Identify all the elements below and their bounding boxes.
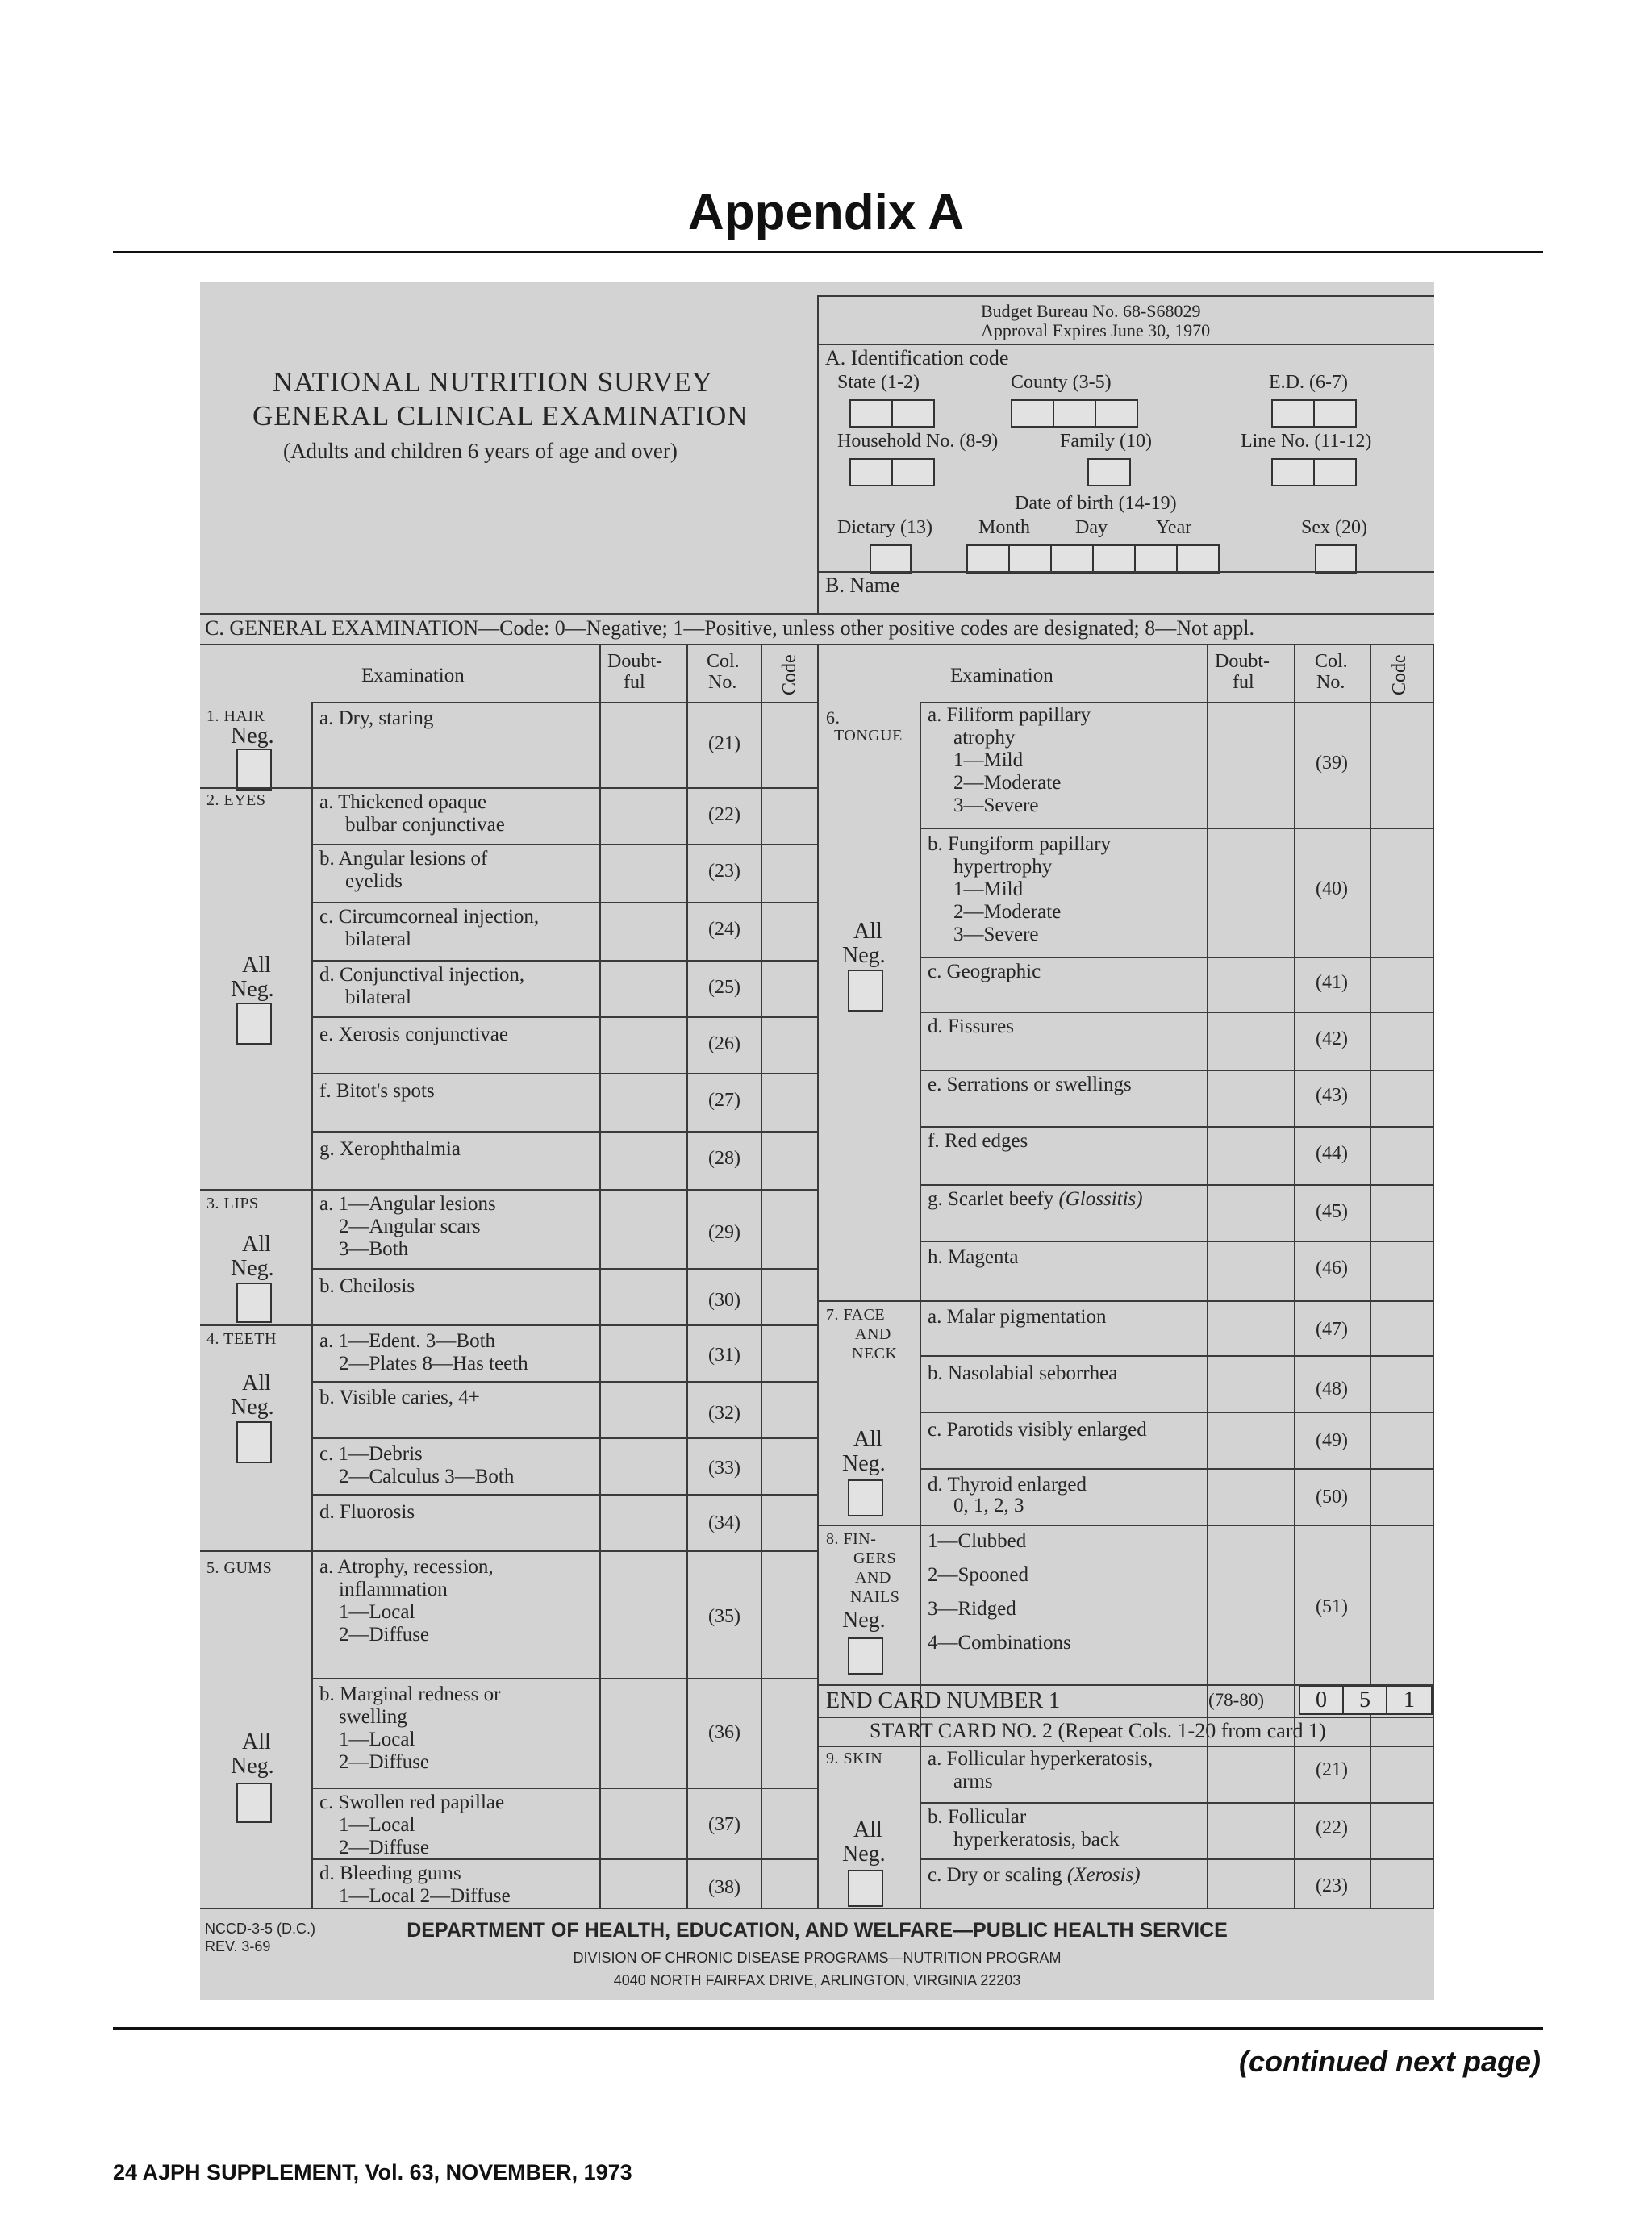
gums-neg-checkbox[interactable] <box>236 1783 272 1823</box>
end-card-digit-2[interactable]: 5 <box>1342 1686 1387 1715</box>
nails-neg: Neg. <box>842 1608 886 1633</box>
skin-c-italic: (Xerosis) <box>1066 1864 1141 1886</box>
eyes-f: f. Bitot's spots <box>319 1080 435 1102</box>
skin-c <box>928 1865 1141 1886</box>
skin-b-2: hyperkeratosis, back <box>953 1829 1120 1850</box>
page-title: Appendix A <box>687 185 965 240</box>
tongue-b-5: 3—Severe <box>953 924 1039 945</box>
col-25: (25) <box>708 977 740 998</box>
col-49: (49) <box>1316 1430 1348 1451</box>
hair-neg: Neg. <box>231 724 274 749</box>
nails-label-3: AND <box>855 1569 891 1587</box>
col-36: (36) <box>708 1722 740 1743</box>
clinical-exam-form <box>200 282 1434 2000</box>
right-col-header-2: No. <box>1316 672 1345 693</box>
ed-field-2[interactable] <box>1313 399 1357 428</box>
face-b: b. Nasolabial seborrhea <box>928 1362 1118 1384</box>
col-35: (35) <box>708 1606 740 1627</box>
sex-field[interactable] <box>1315 544 1357 574</box>
name-label: B. Name <box>825 574 900 597</box>
lips-neg-checkbox[interactable] <box>236 1283 272 1323</box>
eyes-c-2: bilateral <box>345 928 411 950</box>
col-29: (29) <box>708 1222 740 1243</box>
eyes-a-2: bulbar conjunctivae <box>345 814 505 836</box>
col-51: (51) <box>1316 1596 1348 1617</box>
ed-label: E.D. (6-7) <box>1269 372 1348 393</box>
teeth-c: c. 1—Debris <box>319 1443 423 1465</box>
tongue-a-4: 2—Moderate <box>953 772 1062 794</box>
left-col-header-2: No. <box>708 672 737 693</box>
form-scope: (Adults and children 6 years of age and over) <box>283 439 678 463</box>
division-address: 4040 NORTH FAIRFAX DRIVE, ARLINGTON, VIRGINIA 22203 <box>613 1972 1021 1988</box>
dob-field-2[interactable] <box>1008 544 1052 574</box>
dob-field-6[interactable] <box>1176 544 1220 574</box>
tongue-b: b. Fungiform papillary <box>928 833 1112 855</box>
face-d-2: 0, 1, 2, 3 <box>953 1495 1024 1516</box>
face-neg-checkbox[interactable] <box>848 1479 883 1516</box>
eyes-e: e. Xerosis conjunctivae <box>319 1024 508 1045</box>
col-41: (41) <box>1316 972 1348 993</box>
tongue-g-text: g. Scarlet beefy <box>928 1188 1059 1210</box>
col-40: (40) <box>1316 878 1348 899</box>
day-label: Day <box>1075 517 1108 538</box>
tongue-neg-checkbox[interactable] <box>848 970 883 1012</box>
dob-field-1[interactable] <box>966 544 1010 574</box>
tongue-f: f. Red edges <box>928 1130 1028 1152</box>
ed-field[interactable] <box>1271 399 1315 428</box>
face-d: d. Thyroid enlarged <box>928 1474 1087 1496</box>
face-c: c. Parotids visibly enlarged <box>928 1419 1147 1441</box>
year-label: Year <box>1156 517 1192 538</box>
col-46: (46) <box>1316 1258 1348 1279</box>
col-24: (24) <box>708 919 740 940</box>
division-name: DIVISION OF CHRONIC DISEASE PROGRAMS—NUTRITION PROGRAM <box>573 1950 1062 1966</box>
col-45: (45) <box>1316 1201 1348 1222</box>
gums-c-3: 2—Diffuse <box>339 1837 430 1858</box>
col-22: (22) <box>708 804 740 825</box>
col-skin-21: (21) <box>1316 1759 1348 1780</box>
col-43: (43) <box>1316 1085 1348 1106</box>
eyes-label: 2. EYES <box>206 791 266 809</box>
county-field-3[interactable] <box>1095 399 1138 428</box>
right-doubtful-header-2: ful <box>1233 672 1254 693</box>
gums-neg: Neg. <box>231 1754 274 1779</box>
lips-a-2: 2—Angular scars <box>339 1216 481 1237</box>
month-label: Month <box>978 517 1031 538</box>
right-col-header: Col. <box>1315 651 1348 672</box>
tongue-neg: Neg. <box>842 943 886 968</box>
skin-c-text: c. Dry or scaling <box>928 1864 1067 1886</box>
county-field-2[interactable] <box>1053 399 1096 428</box>
lips-b: b. Cheilosis <box>319 1275 415 1297</box>
col-38: (38) <box>708 1877 740 1898</box>
tongue-e: e. Serrations or swellings <box>928 1074 1132 1095</box>
dob-field-5[interactable] <box>1134 544 1178 574</box>
lips-neg: Neg. <box>231 1256 274 1281</box>
nails-3: 3—Ridged <box>928 1598 1016 1620</box>
lips-label: 3. LIPS <box>206 1195 259 1212</box>
teeth-label: 4. TEETH <box>206 1330 277 1348</box>
line-no-field[interactable] <box>1271 458 1315 486</box>
lips-a: a. 1—Angular lesions <box>319 1193 496 1215</box>
tongue-d: d. Fissures <box>928 1016 1014 1037</box>
face-label-2: AND <box>855 1325 891 1343</box>
end-card-cols: (78-80) <box>1208 1690 1264 1710</box>
nails-label-4: NAILS <box>850 1588 900 1606</box>
col-31: (31) <box>708 1345 740 1366</box>
gums-a-4: 2—Diffuse <box>339 1624 430 1646</box>
col-32: (32) <box>708 1403 740 1424</box>
state-label: State (1-2) <box>837 372 920 393</box>
tongue-b-4: 2—Moderate <box>953 901 1062 923</box>
face-all: All <box>853 1427 882 1452</box>
dietary-field[interactable] <box>870 544 912 574</box>
nails-2: 2—Spooned <box>928 1564 1028 1586</box>
right-exam-header: Examination <box>950 665 1053 686</box>
left-exam-header: Examination <box>361 665 465 686</box>
skin-label: 9. SKIN <box>826 1750 883 1767</box>
col-27: (27) <box>708 1090 740 1111</box>
dob-label: Date of birth (14-19) <box>1015 493 1177 514</box>
tongue-number: 6. <box>826 707 841 728</box>
col-30: (30) <box>708 1290 740 1311</box>
state-field-2[interactable] <box>891 399 935 428</box>
county-label: County (3-5) <box>1011 372 1112 393</box>
tongue-g-italic: (Glossitis) <box>1058 1188 1143 1210</box>
eyes-b: b. Angular lesions of <box>319 848 488 870</box>
tongue-b-2: hypertrophy <box>953 856 1053 878</box>
budget-bureau: Budget Bureau No. 68-S68029 <box>981 301 1201 321</box>
form-subtitle: GENERAL CLINICAL EXAMINATION <box>252 400 749 432</box>
skin-all: All <box>853 1817 882 1842</box>
gums-c: c. Swollen red papillae <box>319 1792 505 1813</box>
gums-a-3: 1—Local <box>339 1601 415 1623</box>
col-skin-22: (22) <box>1316 1817 1348 1838</box>
sex-label: Sex (20) <box>1301 517 1367 538</box>
nails-label-2: GERS <box>853 1550 897 1567</box>
dietary-label: Dietary (13) <box>837 517 932 538</box>
state-field[interactable] <box>849 399 893 428</box>
identification-code-label: A. Identification code <box>825 346 1009 369</box>
eyes-d: d. Conjunctival injection, <box>319 964 525 986</box>
tongue-a-2: atrophy <box>953 727 1016 749</box>
left-doubtful-header-2: ful <box>624 672 645 693</box>
end-card-digit-3[interactable]: 1 <box>1386 1686 1433 1715</box>
end-card-label: END CARD NUMBER 1 <box>826 1688 1061 1713</box>
tongue-b-3: 1—Mild <box>953 878 1024 900</box>
tongue-h: h. Magenta <box>928 1246 1019 1268</box>
tongue-c: c. Geographic <box>928 961 1041 982</box>
eyes-neg: Neg. <box>231 977 274 1002</box>
teeth-a: a. 1—Edent. 3—Both <box>319 1330 496 1352</box>
form-title: NATIONAL NUTRITION SURVEY <box>273 366 713 398</box>
page-footer: 24 AJPH SUPPLEMENT, Vol. 63, NOVEMBER, 1973 <box>113 2160 632 2184</box>
gums-b-4: 2—Diffuse <box>339 1751 430 1773</box>
eyes-c: c. Circumcorneal injection, <box>319 906 540 928</box>
nails-label: 8. FIN- <box>826 1530 877 1548</box>
eyes-g: g. Xerophthalmia <box>319 1138 461 1160</box>
col-48: (48) <box>1316 1379 1348 1400</box>
gums-a-2: inflammation <box>339 1579 448 1600</box>
left-code-header: Code <box>779 654 800 695</box>
eyes-neg-checkbox[interactable] <box>236 1003 272 1045</box>
family-label: Family (10) <box>1060 431 1152 452</box>
end-card-digit-1[interactable]: 0 <box>1299 1686 1344 1715</box>
eyes-all: All <box>242 953 271 978</box>
department-name: DEPARTMENT OF HEALTH, EDUCATION, AND WELFARE—PUBLIC HEALTH SERVICE <box>407 1919 1228 1942</box>
col-34: (34) <box>708 1512 740 1533</box>
county-field[interactable] <box>1011 399 1054 428</box>
household-label: Household No. (8-9) <box>837 431 999 452</box>
dob-field-4[interactable] <box>1092 544 1136 574</box>
col-33: (33) <box>708 1458 740 1479</box>
eyes-d-2: bilateral <box>345 987 411 1008</box>
skin-neg: Neg. <box>842 1842 886 1867</box>
col-skin-23: (23) <box>1316 1875 1348 1896</box>
line-no-field-2[interactable] <box>1313 458 1357 486</box>
household-field-2[interactable] <box>891 458 935 486</box>
col-37: (37) <box>708 1814 740 1835</box>
gums-a: a. Atrophy, recession, <box>319 1556 494 1578</box>
gums-d-2: 1—Local 2—Diffuse <box>339 1885 511 1907</box>
face-neg: Neg. <box>842 1451 886 1476</box>
general-exam-heading: C. GENERAL EXAMINATION—Code: 0—Negative; 1—Positive, unless other positive codes are designated; 8—Not appl. <box>205 616 1254 640</box>
form-number: NCCD-3-5 (D.C.) <box>205 1921 315 1937</box>
face-label: 7. FACE <box>826 1306 886 1324</box>
tongue-a-3: 1—Mild <box>953 749 1024 771</box>
gums-b: b. Marginal redness or <box>319 1683 501 1705</box>
hair-a: a. Dry, staring <box>319 707 434 729</box>
col-23: (23) <box>708 861 740 882</box>
lips-all: All <box>242 1232 271 1257</box>
teeth-b: b. Visible caries, 4+ <box>319 1387 480 1408</box>
col-39: (39) <box>1316 753 1348 774</box>
dob-field-3[interactable] <box>1050 544 1094 574</box>
household-field[interactable] <box>849 458 893 486</box>
left-doubtful-header: Doubt- <box>607 651 662 672</box>
start-card-label: START CARD NO. 2 (Repeat Cols. 1-20 from card 1) <box>870 1719 1326 1742</box>
col-42: (42) <box>1316 1028 1348 1049</box>
col-47: (47) <box>1316 1319 1348 1340</box>
col-50: (50) <box>1316 1487 1348 1508</box>
teeth-neg-checkbox[interactable] <box>236 1421 272 1463</box>
bottom-rule <box>113 2027 1543 2030</box>
tongue-g <box>928 1189 1143 1210</box>
form-revision: REV. 3-69 <box>205 1938 271 1954</box>
hair-label: 1. HAIR <box>206 707 265 725</box>
gums-c-2: 1—Local <box>339 1814 415 1836</box>
left-col-header: Col. <box>707 651 740 672</box>
right-doubtful-header: Doubt- <box>1215 651 1270 672</box>
nails-1: 1—Clubbed <box>928 1530 1027 1552</box>
gums-all: All <box>242 1729 271 1754</box>
teeth-c-2: 2—Calculus 3—Both <box>339 1466 515 1487</box>
teeth-a-2: 2—Plates 8—Has teeth <box>339 1353 528 1375</box>
skin-a: a. Follicular hyperkeratosis, <box>928 1748 1153 1770</box>
hair-neg-checkbox[interactable] <box>236 749 272 791</box>
skin-a-2: arms <box>953 1771 993 1792</box>
col-21: (21) <box>708 733 740 754</box>
line-no-label: Line No. (11-12) <box>1241 431 1372 452</box>
col-28: (28) <box>708 1148 740 1169</box>
gums-b-2: swelling <box>339 1706 407 1728</box>
tongue-a-5: 3—Severe <box>953 795 1039 816</box>
gums-d: d. Bleeding gums <box>319 1863 461 1884</box>
eyes-a: a. Thickened opaque <box>319 791 487 813</box>
nails-4: 4—Combinations <box>928 1632 1071 1654</box>
top-rule <box>113 251 1543 253</box>
face-a: a. Malar pigmentation <box>928 1306 1107 1328</box>
col-44: (44) <box>1316 1143 1348 1164</box>
skin-b: b. Follicular <box>928 1806 1027 1828</box>
teeth-neg: Neg. <box>231 1395 274 1420</box>
continued-note: (continued next page) <box>1238 2045 1541 2078</box>
lips-a-3: 3—Both <box>339 1238 409 1260</box>
tongue-all: All <box>853 919 882 944</box>
teeth-d: d. Fluorosis <box>319 1501 415 1523</box>
family-field[interactable] <box>1087 458 1131 486</box>
eyes-b-2: eyelids <box>345 870 403 892</box>
gums-b-3: 1—Local <box>339 1729 415 1750</box>
nails-neg-checkbox[interactable] <box>848 1637 883 1675</box>
tongue-label: TONGUE <box>834 727 903 745</box>
approval-expiry: Approval Expires June 30, 1970 <box>981 320 1211 340</box>
tongue-a: a. Filiform papillary <box>928 704 1091 726</box>
right-code-header: Code <box>1389 654 1410 695</box>
col-26: (26) <box>708 1033 740 1054</box>
skin-neg-checkbox[interactable] <box>848 1870 883 1907</box>
teeth-all: All <box>242 1370 271 1395</box>
gums-label: 5. GUMS <box>206 1559 273 1577</box>
face-label-3: NECK <box>852 1345 898 1362</box>
